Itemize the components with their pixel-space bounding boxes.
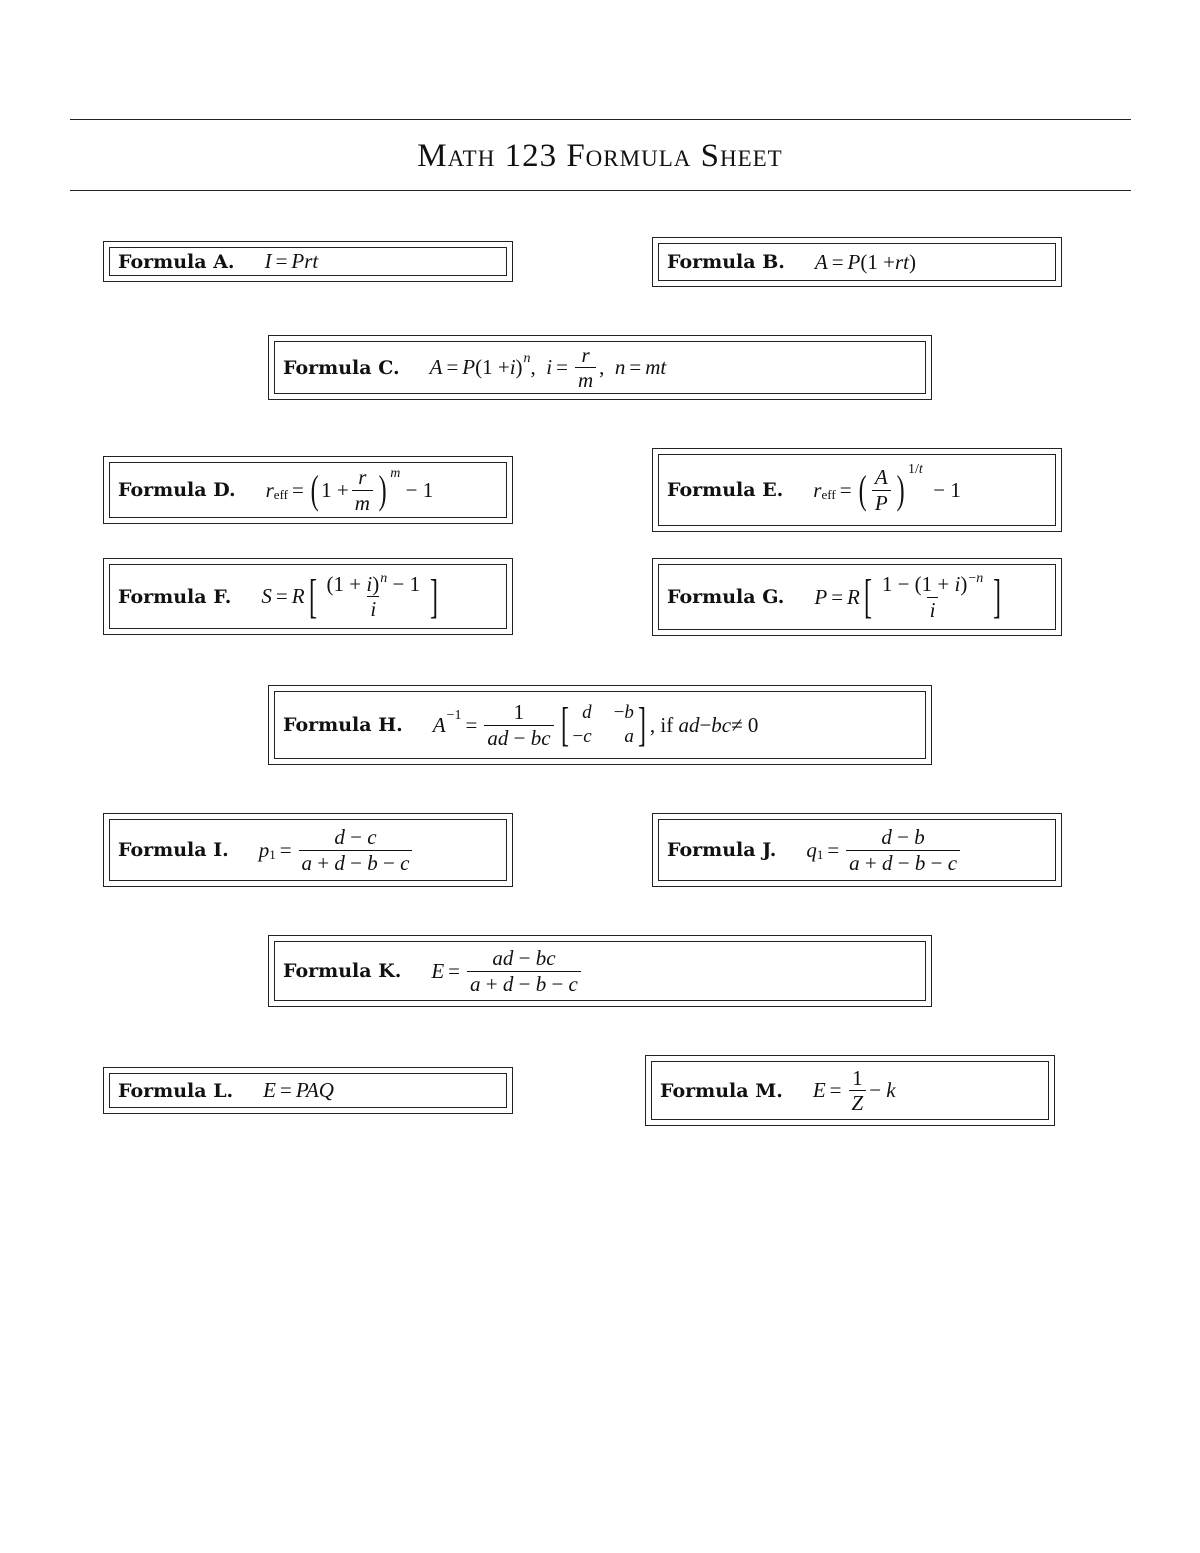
formula-k-label: Formula K. (283, 960, 402, 982)
formula-k-expression: E = $\frac{ad - bc}{a + d - b - c}$ (431, 947, 584, 994)
formula-a-expression: I = Prt (264, 249, 319, 273)
formula-d-expression: r eff = ( 1 + $\frac{r}{m}$ ) m − 1 (265, 465, 434, 515)
formula-a-label: Formula A. (118, 250, 235, 273)
formula-g-box (652, 558, 1062, 636)
formula-g-label: Formula G. (667, 586, 785, 608)
page-title: Math 123 Formula Sheet (417, 138, 783, 174)
top-rule (70, 119, 1131, 120)
formula-j-expression: q 1 = $\frac{d - b}{a + d - b - c}$ (806, 826, 963, 873)
formula-h-box (268, 685, 932, 765)
formula-c-label: Formula C. (283, 356, 400, 379)
formula-a-text (0, 0, 1, 1)
formula-f-box (103, 558, 513, 635)
formula-d-box (103, 456, 513, 524)
formula-m-label: Formula M. (660, 1079, 783, 1102)
formula-i-expression: p 1 = $\frac{d - c}{a + d - b - c}$ (259, 826, 416, 873)
formula-c-expression: A = P (1 + i ) n , i = $\frac{r}{m}$ , n = mt (429, 342, 667, 392)
formula-text-index (0, 0, 1, 1)
formula-e-label: Formula E. (667, 479, 784, 501)
bottom-rule (70, 190, 1131, 191)
formula-f-label: Formula F. (118, 585, 232, 608)
formula-d-label: Formula D. (118, 479, 236, 501)
formula-l-expression: E = PAQ (263, 1078, 334, 1102)
formula-l-box (103, 1067, 513, 1114)
formula-m-box (645, 1055, 1055, 1126)
formula-h-expression: A −1 = $\frac{1}{ad - bc}$ [ d −b −c a ] , if ad − bc ≠ 0 (432, 698, 759, 751)
formula-b-box (652, 237, 1062, 287)
formula-b-expression: A = P (1 + rt ) (814, 249, 916, 274)
formula-f-expression: S = R [ $\frac{(1 + i)^n - 1}{i}$ ] (261, 569, 439, 623)
formula-e-box (652, 448, 1062, 532)
formula-h-label: Formula H. (283, 714, 403, 736)
formula-k-box (268, 935, 932, 1007)
formula-i-label: Formula I. (118, 839, 229, 861)
formula-l-label: Formula L. (118, 1079, 234, 1102)
formula-a-box (103, 241, 513, 282)
formula-c-box (268, 335, 932, 400)
formula-e-expression: r eff = ( $\frac{A}{P}$ ) 1/t − 1 (813, 462, 961, 515)
formula-m-expression: E = $\frac{1}{Z}$ − k (812, 1065, 896, 1115)
formula-j-box (652, 813, 1062, 887)
formula-j-label: Formula J. (667, 839, 777, 861)
formula-b-label: Formula B. (667, 251, 785, 273)
formula-i-box (103, 813, 513, 887)
formula-g-expression: P = R [ $\frac{1 - (1 + i)^{-n}}{i}$ ] (814, 570, 1002, 623)
